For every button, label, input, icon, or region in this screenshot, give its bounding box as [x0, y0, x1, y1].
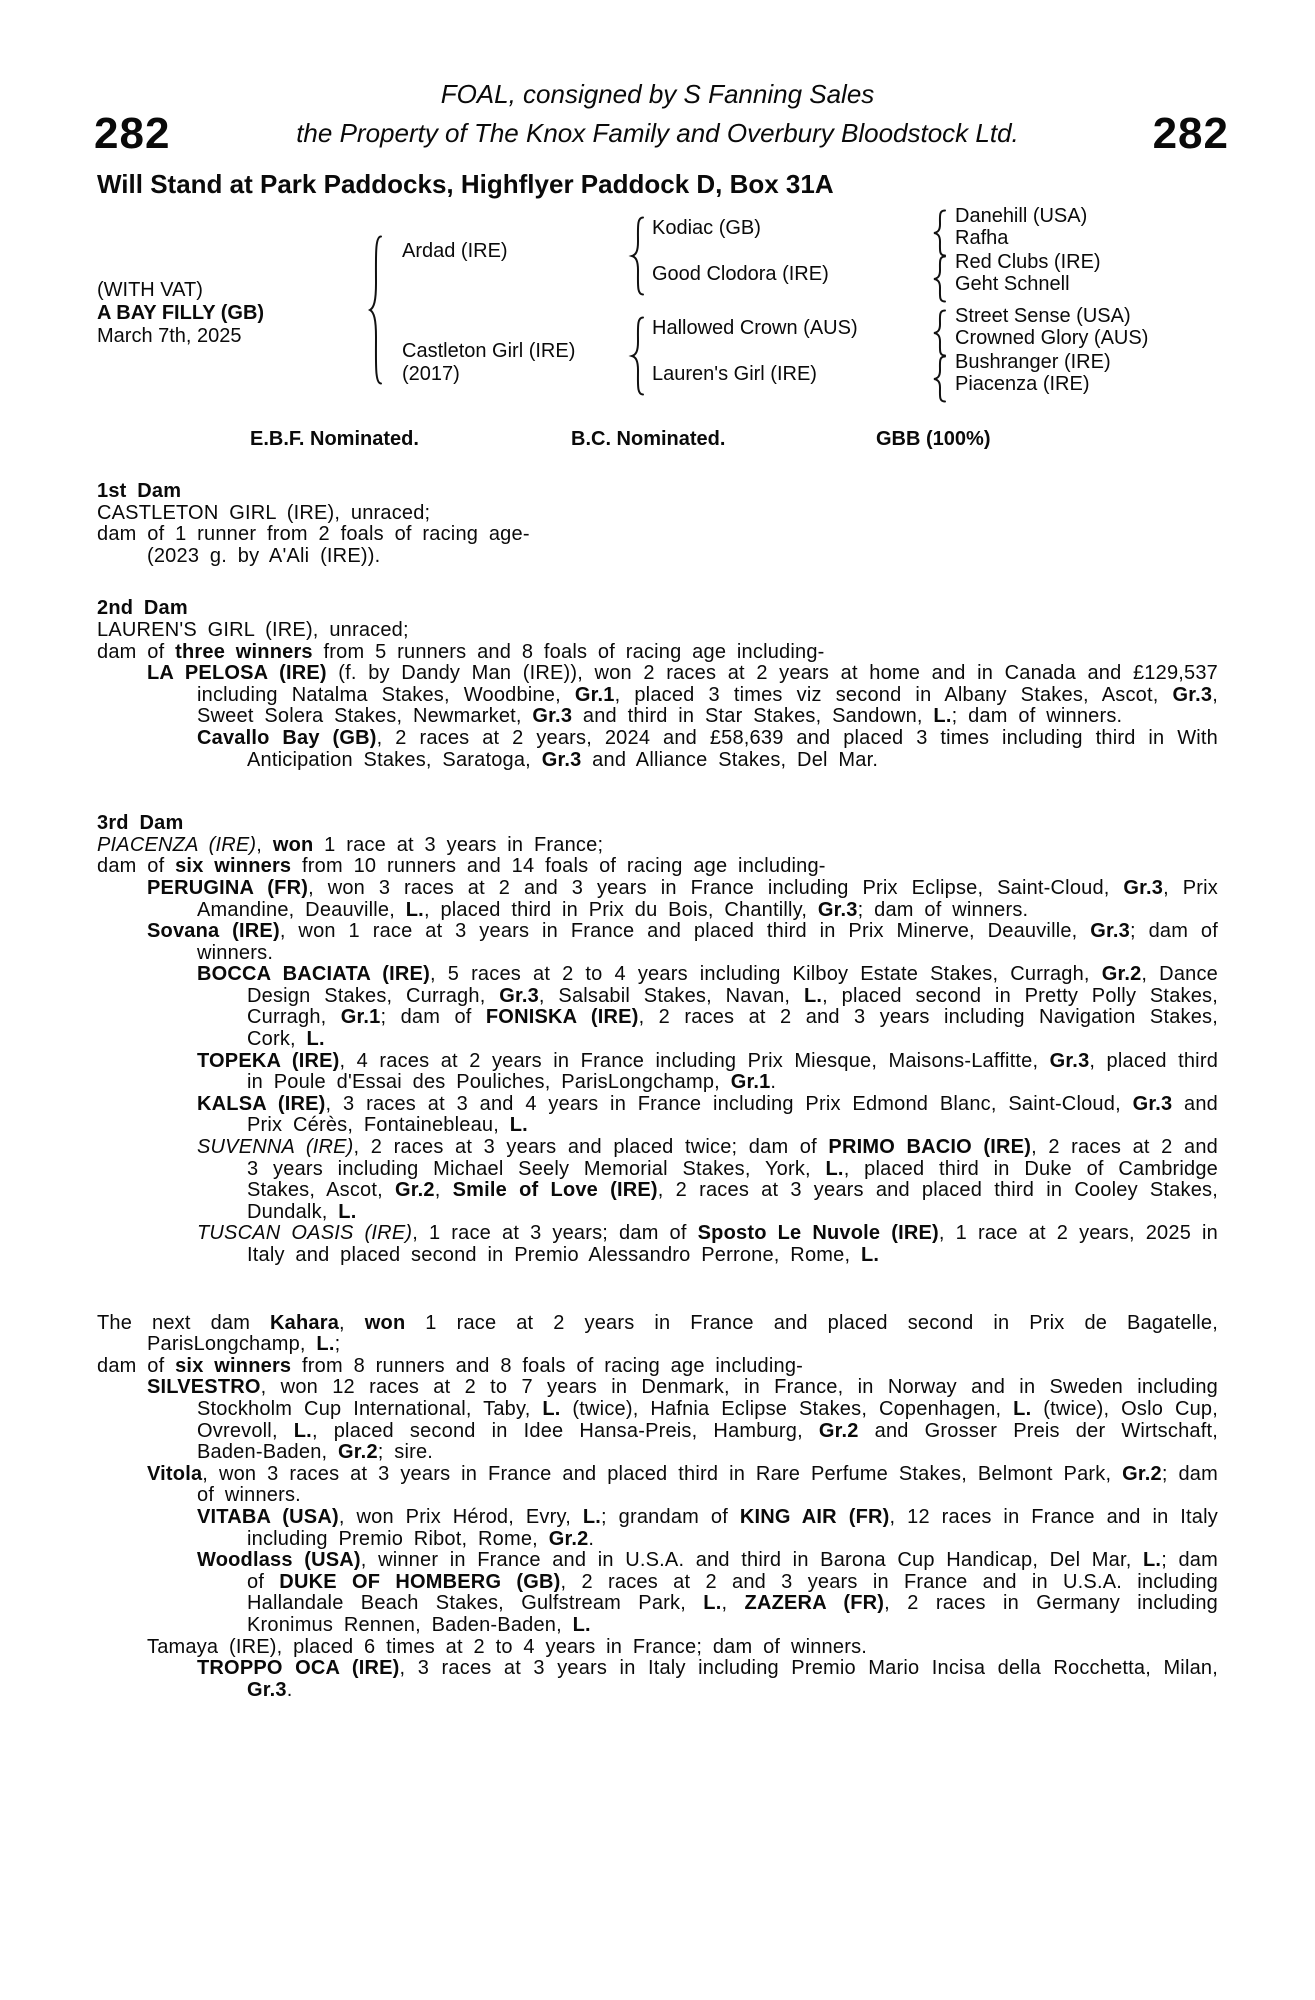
dam-section [97, 813, 1218, 1266]
dam-dam: Lauren's Girl (IRE) [652, 363, 817, 385]
bc-nomination: B.C. Nominated. [571, 428, 726, 450]
dam-section [97, 598, 1218, 771]
pedigree-paragraph: Tamaya (IRE), placed 6 times at 2 to 4 years in France; dam of winners. [147, 1635, 868, 1658]
foal-date: March 7th, 2025 [97, 325, 242, 347]
pedigree-paragraph: PERUGINA (FR), won 3 races at 2 and 3 years in France including Prix Eclipse, Saint-Cloud, Gr.3, Prix Amandine, Deauville, L., placed third in Prix du Bois, Chantilly, Gr.3; dam of winners. [147, 876, 1218, 921]
dam-section [97, 481, 1218, 567]
pedigree-text-sections [97, 481, 1218, 1701]
pedigree-paragraph: (2023 g. by A'Ali (IRE)). [147, 544, 381, 567]
pedigree-paragraph: dam of three winners from 5 runners and 8 foals of racing age including- [97, 640, 825, 663]
pedigree-brace [628, 316, 646, 400]
pedigree-paragraph: The next dam Kahara, won 1 race at 2 years in France and placed second in Prix de Bagatelle, ParisLongchamp, L.; [97, 1311, 1219, 1356]
pedigree-paragraph: dam of six winners from 8 runners and 8 foals of racing age including- [97, 1354, 804, 1377]
pedigree-brace [366, 235, 384, 389]
dam-sire-dam: Crowned Glory (AUS) [955, 327, 1149, 349]
pedigree-paragraph: TROPPO OCA (IRE), 3 races at 3 years in Italy including Premio Mario Incisa della Rocchetta, Milan, Gr.3. [197, 1657, 1218, 1701]
dam-section-heading: 1st Dam [97, 480, 182, 502]
pedigree-paragraph: dam of 1 runner from 2 foals of racing age- [97, 523, 530, 546]
pedigree-paragraph: dam of six winners from 10 runners and 14 foals of racing age including- [97, 855, 826, 878]
sire-sire: Kodiac (GB) [652, 217, 761, 239]
pedigree-paragraph: TUSCAN OASIS (IRE), 1 race at 3 years; dam of Sposto Le Nuvole (IRE), 1 race at 2 years, 2025 in Italy and placed second in Premio Alessandro Perrone, Rome, L. [197, 1222, 1218, 1266]
dam-section [97, 1313, 1218, 1702]
dam-section-heading: 2nd Dam [97, 597, 188, 620]
gbb-status: GBB (100%) [876, 428, 991, 450]
consignment-line: FOAL, consigned by S Fanning Sales [440, 79, 875, 109]
property-line: the Property of The Knox Family and Overbury Bloodstock Ltd. [296, 118, 1019, 148]
dam-sire-sire: Street Sense (USA) [955, 305, 1131, 327]
sire-name: Ardad (IRE) [402, 240, 508, 262]
dam-dam-sire: Bushranger (IRE) [955, 351, 1111, 373]
pedigree-brace [930, 209, 948, 261]
dam-year: (2017) [402, 363, 460, 385]
dam-sire: Hallowed Crown (AUS) [652, 317, 858, 339]
sire-dam-dam: Geht Schnell [955, 273, 1070, 295]
pedigree-paragraph: Woodlass (USA), winner in France and in U.S.A. and third in Barona Cup Handicap, Del Mar, L.; dam of DUKE OF HOMBERG (GB), 2 races at 2 and 3 years in France and in U.S.A. including Hallandale Beach Stakes, Gulfstream Park, L., ZAZERA (FR), 2 races in Germany including Kronimus Rennen, Baden-Baden, L. [197, 1549, 1218, 1636]
pedigree-paragraph: LAUREN'S GIRL (IRE), unraced; [97, 618, 409, 641]
vat-note: (WITH VAT) [97, 279, 203, 301]
sire-dam-sire: Red Clubs (IRE) [955, 251, 1101, 273]
dam-section-heading: 3rd Dam [97, 812, 184, 835]
pedigree-paragraph: LA PELOSA (IRE) (f. by Dandy Man (IRE)), won 2 races at 2 years at home and in Canada and £129,537 including Natalma Stakes, Woodbine, Gr.1, placed 3 times viz second in Albany Stakes, Ascot, Gr.3, Sweet Solera Stakes, Newmarket, Gr.3 and third in Star Stakes, Sandown, L.; dam of winners. [147, 662, 1218, 728]
stand-location: Will Stand at Park Paddocks, Highflyer Paddock D, Box 31A [97, 169, 834, 199]
pedigree-paragraph: VITABA (USA), won Prix Hérod, Evry, L.; grandam of KING AIR (FR), 12 races in France and in Italy including Premio Ribot, Rome, Gr.2. [197, 1505, 1218, 1550]
pedigree-paragraph: BOCCA BACIATA (IRE), 5 races at 2 to 4 years including Kilboy Estate Stakes, Curragh, Gr.2, Dance Design Stakes, Curragh, Gr.3, Salsabil Stakes, Navan, L., placed second in Pretty Polly Stakes, Curragh, Gr.1; dam of FONISKA (IRE), 2 races at 2 and 3 years including Navigation Stakes, Cork, L. [197, 963, 1218, 1051]
pedigree-brace [628, 216, 646, 300]
dam-name: Castleton Girl (IRE) [402, 340, 576, 362]
dam-dam-dam: Piacenza (IRE) [955, 373, 1090, 395]
ebf-nomination: E.B.F. Nominated. [250, 428, 419, 450]
lot-number-right: 282 [1152, 109, 1229, 158]
lot-number-left: 282 [94, 109, 171, 158]
pedigree-paragraph: Vitola, won 3 races at 3 years in France and placed third in Rare Perfume Stakes, Belmont Park, Gr.2; dam of winners. [147, 1462, 1218, 1507]
pedigree-paragraph: CASTLETON GIRL (IRE), unraced; [97, 501, 431, 524]
pedigree-paragraph: TOPEKA (IRE), 4 races at 2 years in France including Prix Miesque, Maisons-Laffitte, Gr.3, placed third in Poule d'Essai des Pouliches, ParisLongchamp, Gr.1. [197, 1049, 1219, 1094]
foal-name: A BAY FILLY (GB) [97, 302, 265, 324]
pedigree-paragraph: PIACENZA (IRE), won 1 race at 3 years in France; [97, 833, 604, 856]
pedigree-paragraph: SILVESTRO, won 12 races at 2 to 7 years in Denmark, in France, in Norway and in Sweden including Stockholm Cup International, Taby, L. (twice), Hafnia Eclipse Stakes, Copenhagen, L. (twice), Oslo Cup, Ovrevoll, L., placed second in Idee Hansa-Preis, Hamburg, Gr.2 and Grosser Preis der Wirtschaft, Baden-Baden, Gr.2; sire. [147, 1376, 1218, 1464]
pedigree-paragraph: Sovana (IRE), won 1 race at 3 years in France and placed third in Prix Minerve, Deauville, Gr.3; dam of winners. [147, 920, 1218, 964]
pedigree-paragraph: Cavallo Bay (GB), 2 races at 2 years, 2024 and £58,639 and placed 3 times including third in With Anticipation Stakes, Saratoga, Gr.3 and Alliance Stakes, Del Mar. [197, 726, 1218, 771]
pedigree-brace [930, 355, 948, 407]
pedigree-brace [930, 309, 948, 361]
sire-dam: Good Clodora (IRE) [652, 263, 829, 285]
sire-sire-dam: Rafha [955, 227, 1009, 249]
pedigree-brace [930, 255, 948, 307]
pedigree-paragraph: SUVENNA (IRE), 2 races at 3 years and placed twice; dam of PRIMO BACIO (IRE), 2 races at 2 and 3 years including Michael Seely Memorial Stakes, York, L., placed third in Duke of Cambridge Stakes, Ascot, Gr.2, Smile of Love (IRE), 2 races at 3 years and placed third in Cooley Stakes, Dundalk, L. [197, 1136, 1219, 1223]
pedigree-paragraph: KALSA (IRE), 3 races at 3 and 4 years in France including Prix Edmond Blanc, Saint-Cloud, Gr.3 and Prix Cérès, Fontainebleau, L. [197, 1092, 1218, 1137]
sire-sire-sire: Danehill (USA) [955, 205, 1088, 227]
